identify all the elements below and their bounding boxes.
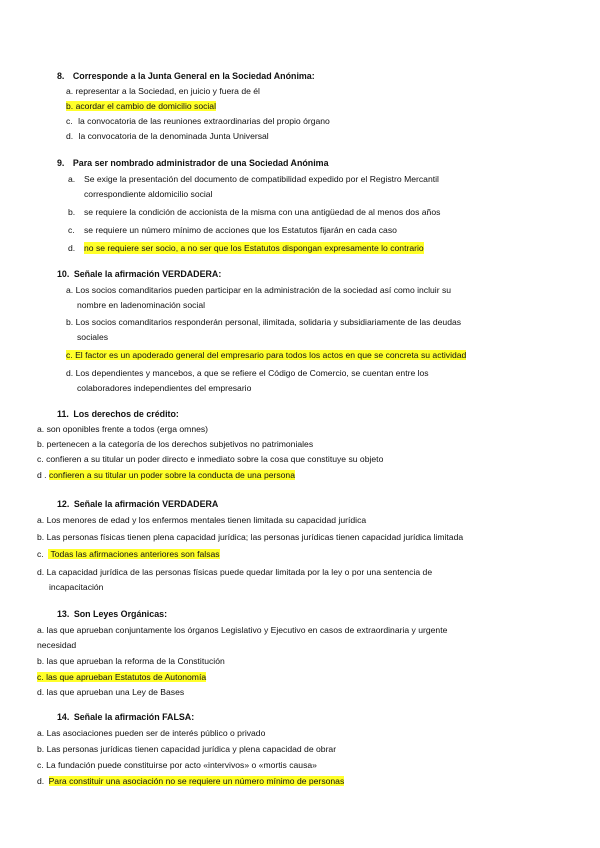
option-c [68,224,600,236]
option-text-cont: nombre en ladenominación social [77,300,206,310]
option-text: la convocatoria de la denominada Junta Universal [78,131,269,141]
option-text: El factor es un apoderado general del empresario para todos los actos en que se concreta su actividad [75,350,467,360]
option-text: representar a la Sociedad, en juicio y fuera de él [75,86,260,96]
question-number: 14. [57,712,70,722]
option-letter: a. [37,728,45,738]
option-letter: a. [68,174,76,184]
question-13 [0,608,600,698]
option-text: Las personas físicas tienen plena capacidad jurídica; las personas jurídicas tienen capacidad jurídica limitada [46,532,464,542]
option-a [37,423,600,435]
option-text: Se exige la presentación del documento de compatibilidad expedido por el Registro Mercantil [84,174,439,184]
option-letter: b. [37,744,45,754]
option-b [37,438,600,450]
question-12 [0,498,600,593]
option-text: se requiere la condición de accionista de la misma con una antigüedad de al menos dos años [84,207,441,217]
question-text: Señale la afirmación VERDADERA [73,499,219,509]
option-d [37,469,600,481]
question-number: 9. [57,158,65,168]
question-number: 11. [57,409,69,419]
option-text: las que aprueban la reforma de la Constitución [46,656,225,666]
option-text: Los socios comanditarios responderán personal, ilimitada, solidaria y subsidiariamente de las deudas [75,317,462,327]
option-letter: b. [66,317,74,327]
question-title [0,711,600,724]
option-b [66,316,600,328]
question-number: 12. [57,499,70,509]
option-text: Las asociaciones pueden ser de interés público o privado [46,728,266,738]
option-text: confieren a su titular un poder directo e inmediato sobre la cosa que constituye su objeto [46,454,384,464]
question-number: 10. [57,269,70,279]
option-d-continuation [77,382,600,394]
option-a [66,284,600,296]
option-d [66,130,600,142]
option-a-continuation [84,188,600,200]
option-text-cont: necesidad [37,640,77,650]
question-text: Son Leyes Orgánicas: [73,609,168,619]
question-title [0,408,600,421]
option-letter: a. [66,86,74,96]
option-b-continuation [77,331,600,343]
option-text-cont: colaboradores independientes del empresario [77,383,252,393]
option-letter: d. [37,687,45,697]
option-letter: b. [68,207,76,217]
option-letter: d. [37,567,45,577]
option-text: pertenecen a la categoría de los derechos subjetivos no patrimoniales [46,439,314,449]
option-letter: c. [66,350,73,360]
question-text: Corresponde a la Junta General en la Sociedad Anónima: [72,71,315,81]
question-text: Los derechos de crédito: [73,409,179,419]
option-c [37,453,600,465]
option-letter: b. [66,101,74,111]
option-text: Las personas jurídicas tienen capacidad jurídica y plena capacidad de obrar [46,744,337,754]
option-letter: d. [37,776,45,786]
question-10 [0,268,600,394]
option-letter: c. [68,225,75,235]
option-d-continuation [49,581,600,593]
option-text: son oponibles frente a todos (erga omnes) [46,424,209,434]
option-a [68,173,600,185]
question-title [0,268,600,281]
question-text: Señale la afirmación FALSA: [73,712,195,722]
option-a [37,514,600,526]
option-text-cont: incapacitación [49,582,104,592]
question-14 [0,711,600,787]
option-c [37,548,600,560]
option-c [37,671,600,683]
option-letter: a. [66,285,74,295]
option-text: Todas las afirmaciones anteriores son falsas [50,549,220,559]
option-d [37,775,600,787]
option-letter: d . [37,470,47,480]
option-letter: c. [37,549,44,559]
option-text: Los socios comanditarios pueden participar en la administración de la sociedad así como incluir su [75,285,452,295]
option-a-continuation [37,639,600,651]
question-title [0,157,600,170]
option-text: se requiere un número mínimo de acciones que los Estatutos fijarán en cada caso [84,225,397,235]
question-number: 13. [57,609,70,619]
option-text: las que aprueban Estatutos de Autonomía [46,672,207,682]
question-11 [0,408,600,481]
option-letter: d. [66,131,74,141]
option-text: no se requiere ser socio, a no ser que los Estatutos dispongan expresamente lo contrario [84,243,424,253]
option-d [37,686,600,698]
option-letter: a. [37,424,45,434]
question-number: 8. [57,71,65,81]
option-text: Los dependientes y mancebos, a que se refiere el Código de Comercio, se cuentan entre los [75,368,429,378]
option-text-cont: correspondiente aldomicilio social [84,189,213,199]
question-title [0,498,600,511]
option-text: acordar el cambio de domicilio social [75,101,216,111]
option-letter: c. [37,760,44,770]
option-letter: b. [37,439,45,449]
question-8 [0,70,600,142]
option-text: La capacidad jurídica de las personas físicas puede quedar limitada por la ley o por una sentencia de [46,567,433,577]
option-b [37,743,600,755]
option-c [66,115,600,127]
question-title [0,70,600,83]
option-text: Para constituir una asociación no se requiere un número mínimo de personas [48,776,345,786]
option-letter: d. [68,243,76,253]
option-letter: a. [37,625,45,635]
option-d [37,566,600,578]
option-text: las que aprueban conjuntamente los órganos Legislativo y Ejecutivo en casos de extraordinaria y urgente [46,625,448,635]
option-text: confieren a su titular un poder sobre la conducta de una persona [48,470,295,480]
option-text: las que aprueban una Ley de Bases [46,687,185,697]
question-text: Para ser nombrado administrador de una Sociedad Anónima [72,158,329,168]
option-b [37,655,600,667]
option-letter: c. [37,672,44,682]
option-letter: c. [37,454,44,464]
option-a [37,624,600,636]
option-c [66,349,600,361]
question-9 [0,157,600,254]
option-b [37,531,600,543]
option-c [37,759,600,771]
option-letter: b. [37,532,45,542]
option-text: la convocatoria de las reuniones extraordinarias del propio órgano [78,116,330,126]
option-letter: d. [66,368,74,378]
option-b [68,206,600,218]
question-title [0,608,600,621]
option-a [66,85,600,97]
option-a-continuation [77,299,600,311]
option-d [66,367,600,379]
option-text-cont: sociales [77,332,109,342]
option-letter: a. [37,515,45,525]
question-text: Señale la afirmación VERDADERA: [73,269,222,279]
option-letter: b. [37,656,45,666]
option-a [37,727,600,739]
option-b [66,100,600,112]
option-text: La fundación puede constituirse por acto «intervivos» o «mortis causa» [46,760,317,770]
option-d [68,242,600,254]
option-text: Los menores de edad y los enfermos mentales tienen limitada su capacidad jurídica [46,515,367,525]
option-letter: c. [66,116,73,126]
